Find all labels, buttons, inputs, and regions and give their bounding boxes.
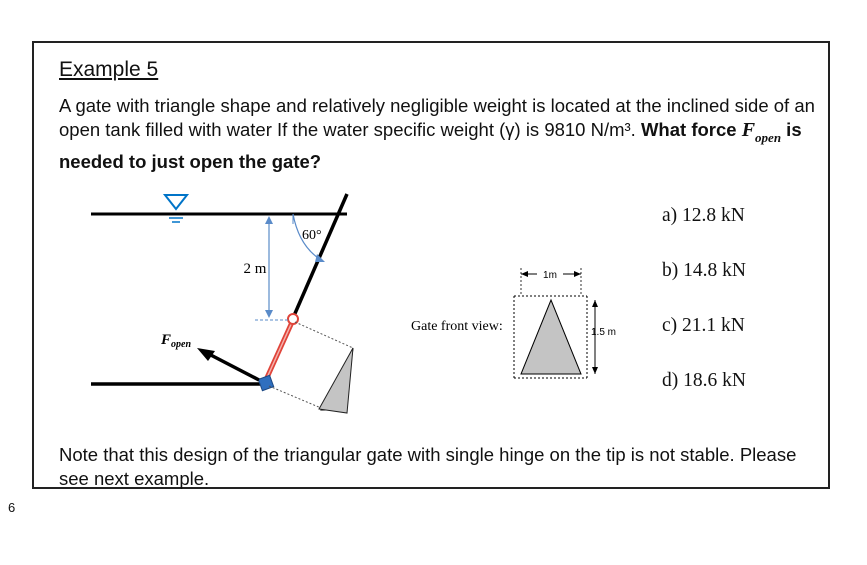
force-label: $F_{open}$ <box>161 332 192 350</box>
answer-option: d) 18.6 kN <box>662 370 746 391</box>
depth-label: 2 m <box>243 261 267 277</box>
gate-seat-block <box>258 375 273 390</box>
angle-label: 60° <box>302 228 322 243</box>
force-arrow <box>205 352 259 380</box>
answer-options <box>662 205 746 425</box>
example-title: Example 5 <box>59 58 159 81</box>
answer-option: a) 12.8 kN <box>662 205 745 226</box>
force-symbol: F <box>741 119 756 141</box>
note-text: Note that this design of the triangular gate with single hinge on the tip is not stable. Please see next example. <box>59 444 797 489</box>
front-view-label: Gate front view: <box>411 319 503 334</box>
tank-diagram <box>85 188 645 418</box>
problem-question: What force $F_{open}$ is needed to just open the gate? <box>59 119 802 172</box>
problem-statement <box>59 94 819 174</box>
answer-option: c) 21.1 kN <box>662 315 745 336</box>
water-surface-icon <box>165 195 187 222</box>
answer-option: b) 14.8 kN <box>662 260 746 281</box>
height-label: 1.5 m <box>591 327 617 338</box>
page-number: 6 <box>8 500 16 515</box>
gate-front-triangle <box>521 300 581 374</box>
force-subscript: open <box>755 130 782 145</box>
width-label: 1m <box>543 270 557 281</box>
problem-text: A gate with triangle shape and relatively negligible weight is located at the inclined side of an open tank filled with water If the water specific weight (γ) is 9810 N/m³. <box>59 95 815 140</box>
